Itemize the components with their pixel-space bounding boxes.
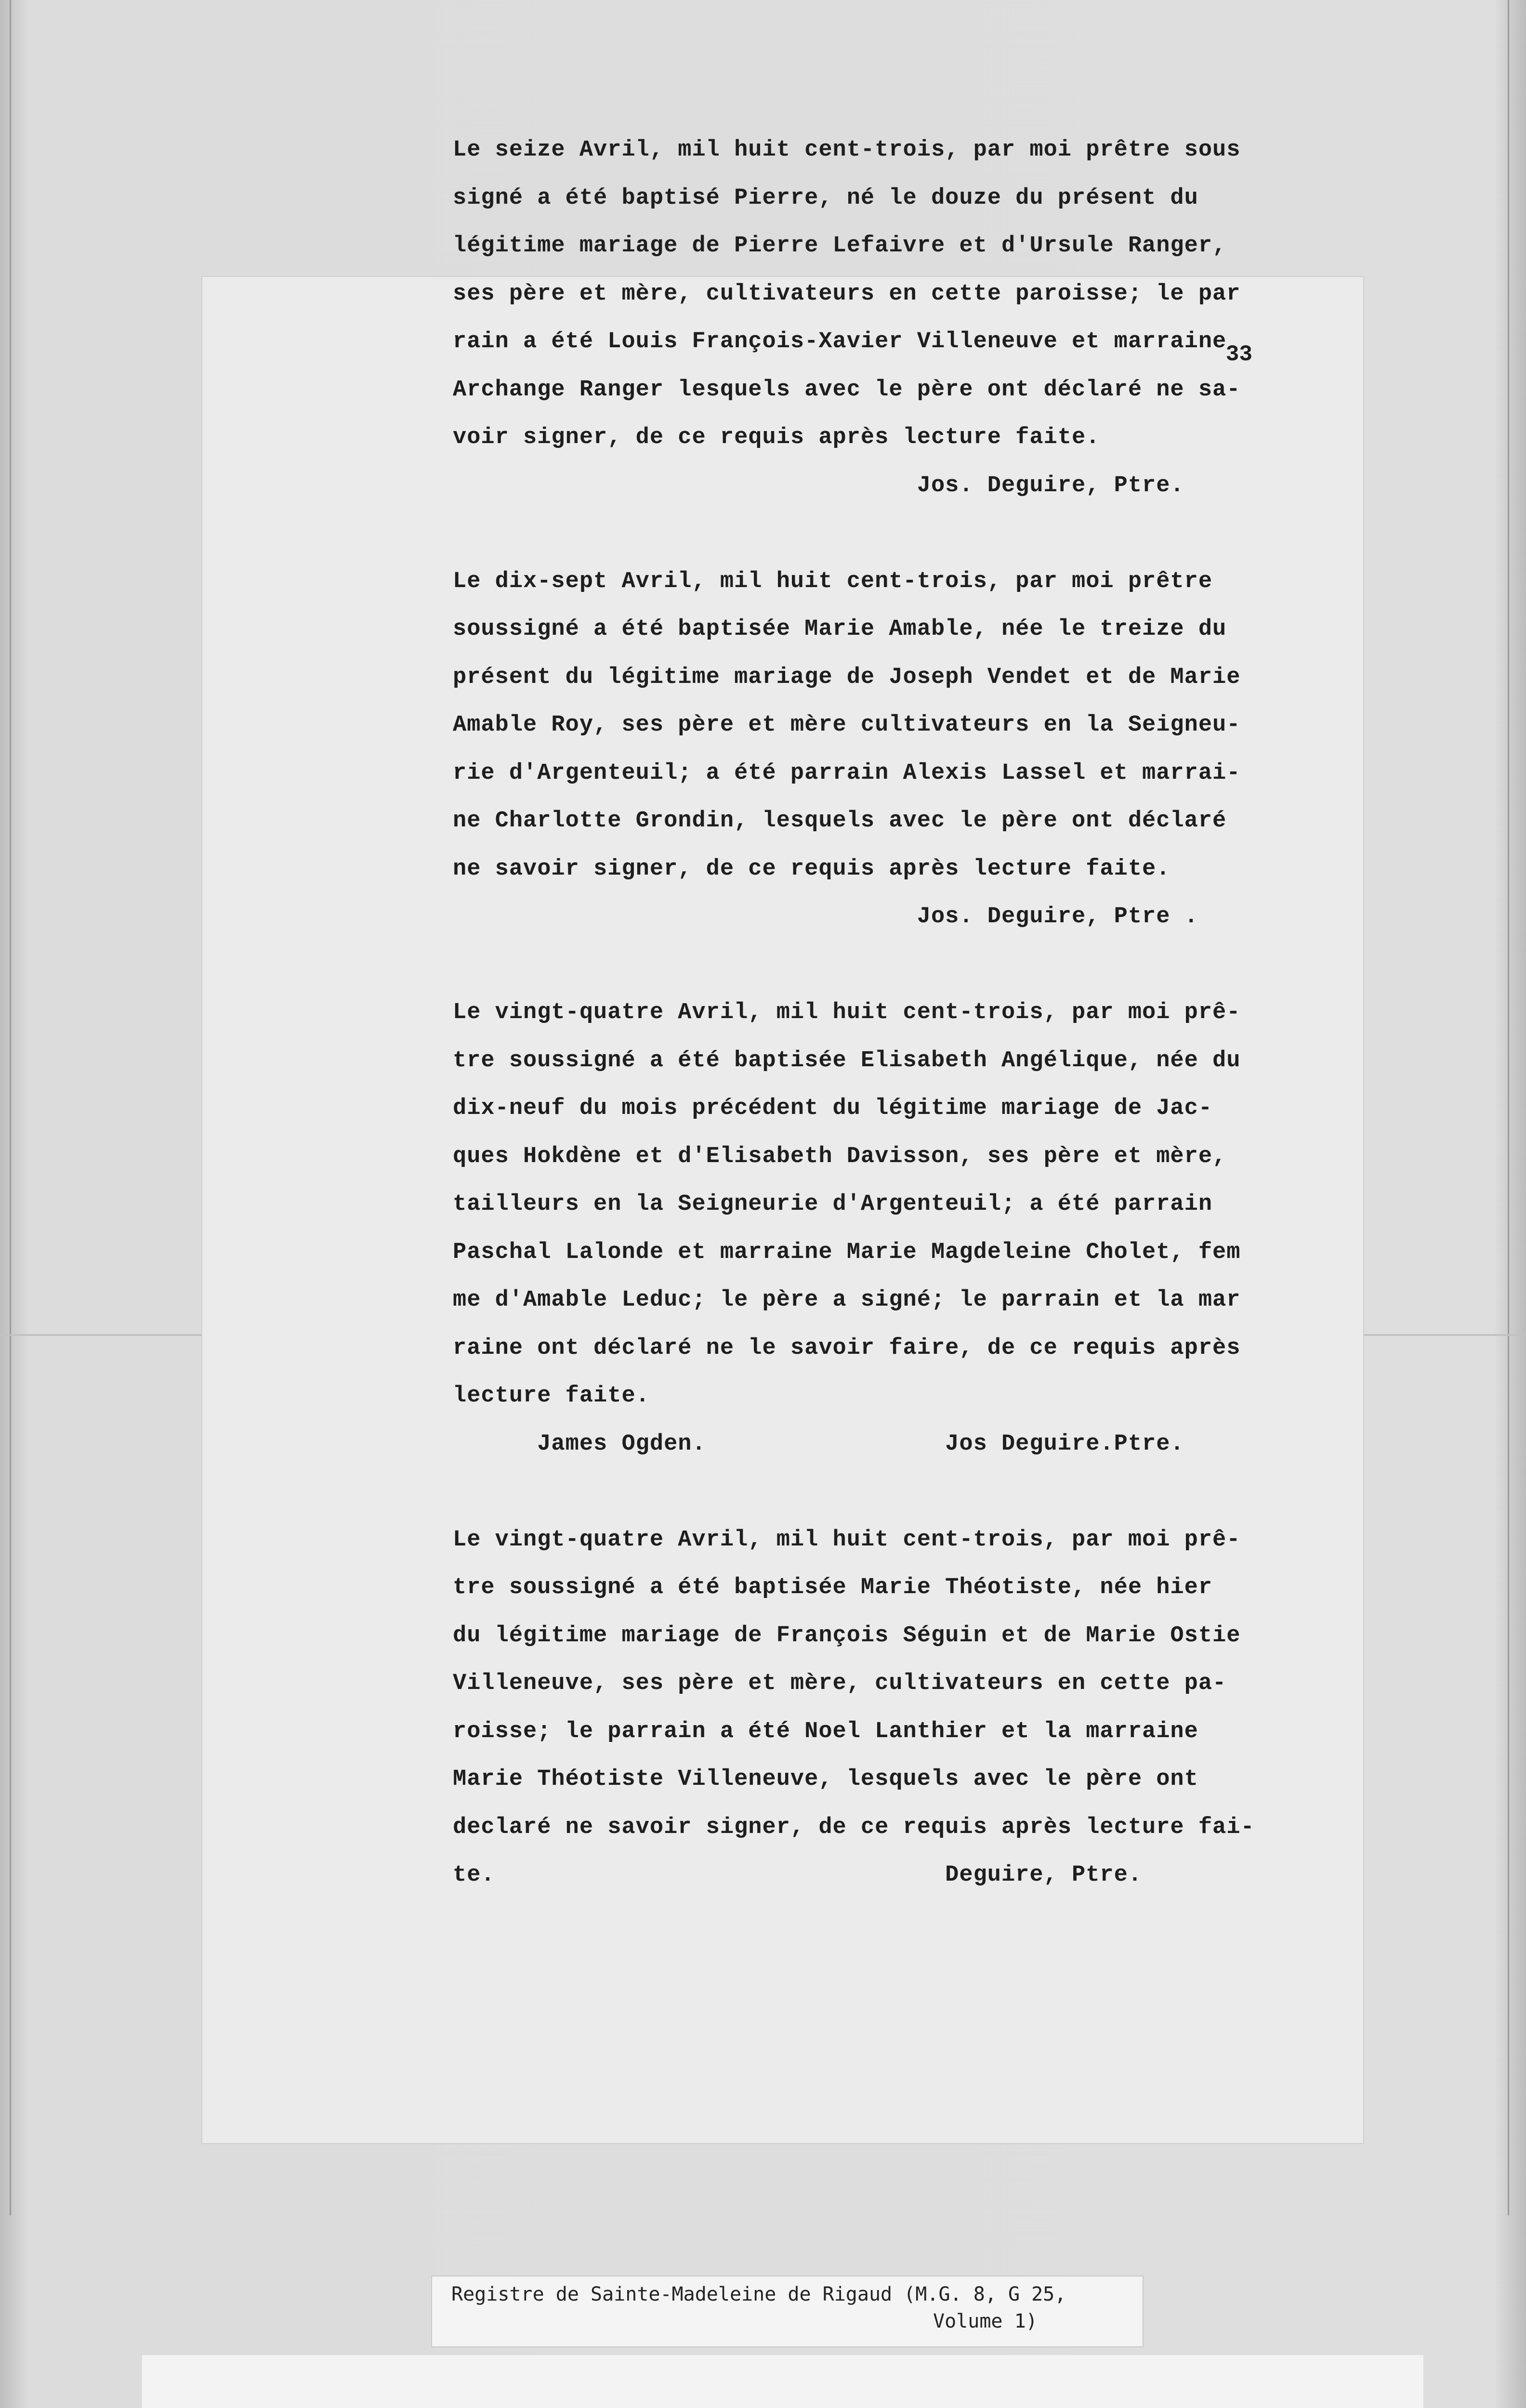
register-line: roisse; le parrain a été Noel Lanthier et la marraine (453, 1719, 1198, 1744)
register-line: Paschal Lalonde et marraine Marie Magdeleine Cholet, fem (453, 1240, 1241, 1265)
register-line: ne savoir signer, de ce requis après lecture faite. (453, 856, 1171, 882)
register-line: Le seize Avril, mil huit cent-trois, par moi prêtre sous (453, 137, 1241, 163)
register-line: te. Deguire, Ptre. (453, 1862, 1143, 1888)
source-label-line2: Volume 1) (933, 2310, 1038, 2332)
register-line: signé a été baptisé Pierre, né le douze du présent du (453, 185, 1198, 211)
register-line: me d'Amable Leduc; le père a signé; le parrain et la mar (453, 1287, 1241, 1313)
register-line: soussigné a été baptisée Marie Amable, née le treize du (453, 616, 1227, 642)
register-line: declaré ne savoir signer, de ce requis après lecture fai- (453, 1815, 1255, 1840)
register-line: Le dix-sept Avril, mil huit cent-trois, par moi prêtre (453, 569, 1213, 594)
register-line: présent du légitime mariage de Joseph Vendet et de Marie (453, 665, 1241, 690)
register-line: légitime mariage de Pierre Lefaivre et d'Ursule Ranger, (453, 233, 1227, 259)
register-line: Marie Théotiste Villeneuve, lesquels avec le père ont (453, 1767, 1198, 1792)
register-line: raine ont déclaré ne le savoir faire, de ce requis après (453, 1335, 1241, 1361)
register-line: Le vingt-quatre Avril, mil huit cent-trois, par moi prê- (453, 1000, 1241, 1025)
register-line: voir signer, de ce requis après lecture faite. (453, 425, 1100, 450)
register-line: tailleurs en la Seigneurie d'Argenteuil; a été parrain (453, 1191, 1213, 1217)
register-line: ne Charlotte Grondin, lesquels avec le père ont déclaré (453, 808, 1227, 834)
register-line: tre soussigné a été baptisée Elisabeth Angélique, née du (453, 1048, 1241, 1073)
register-line: dix-neuf du mois précédent du légitime mariage de Jac- (453, 1096, 1213, 1121)
register-line: du légitime mariage de François Séguin et de Marie Ostie (453, 1623, 1241, 1649)
frame-edge-left (10, 0, 11, 2215)
register-line: Jos. Deguire, Ptre . (453, 904, 1198, 929)
register-line: Le vingt-quatre Avril, mil huit cent-trois, par moi prê- (453, 1527, 1241, 1553)
register-line: ses père et mère, cultivateurs en cette paroisse; le par (453, 281, 1241, 307)
register-line: rie d'Argenteuil; a été parrain Alexis Lassel et marrai- (453, 760, 1241, 786)
register-line: lecture faite. (453, 1383, 650, 1409)
register-line: Amable Roy, ses père et mère cultivateurs en la Seigneu- (453, 712, 1241, 738)
register-line: Villeneuve, ses père et mère, cultivateurs en cette pa- (453, 1671, 1227, 1696)
source-label (431, 2276, 1144, 2347)
register-line: Archange Ranger lesquels avec le père ont déclaré ne sa- (453, 377, 1241, 403)
register-line: Jos. Deguire, Ptre. (453, 473, 1184, 498)
archives-card (142, 2355, 1423, 2408)
register-page (202, 137, 1363, 2143)
frame-edge-right (1508, 0, 1509, 2215)
register-line: James Ogden. Jos Deguire.Ptre. (453, 1431, 1184, 1457)
page-number: 33 (1225, 342, 1252, 367)
source-label-line1: Registre de Sainte-Madeleine de Rigaud (M.G. 8, G 25, (451, 2283, 1066, 2305)
register-line: ques Hokdène et d'Elisabeth Davisson, ses père et mère, (453, 1144, 1227, 1169)
register-line: rain a été Louis François-Xavier Villeneuve et marraine (453, 329, 1227, 354)
register-line: tre soussigné a été baptisée Marie Théotiste, née hier (453, 1575, 1213, 1600)
